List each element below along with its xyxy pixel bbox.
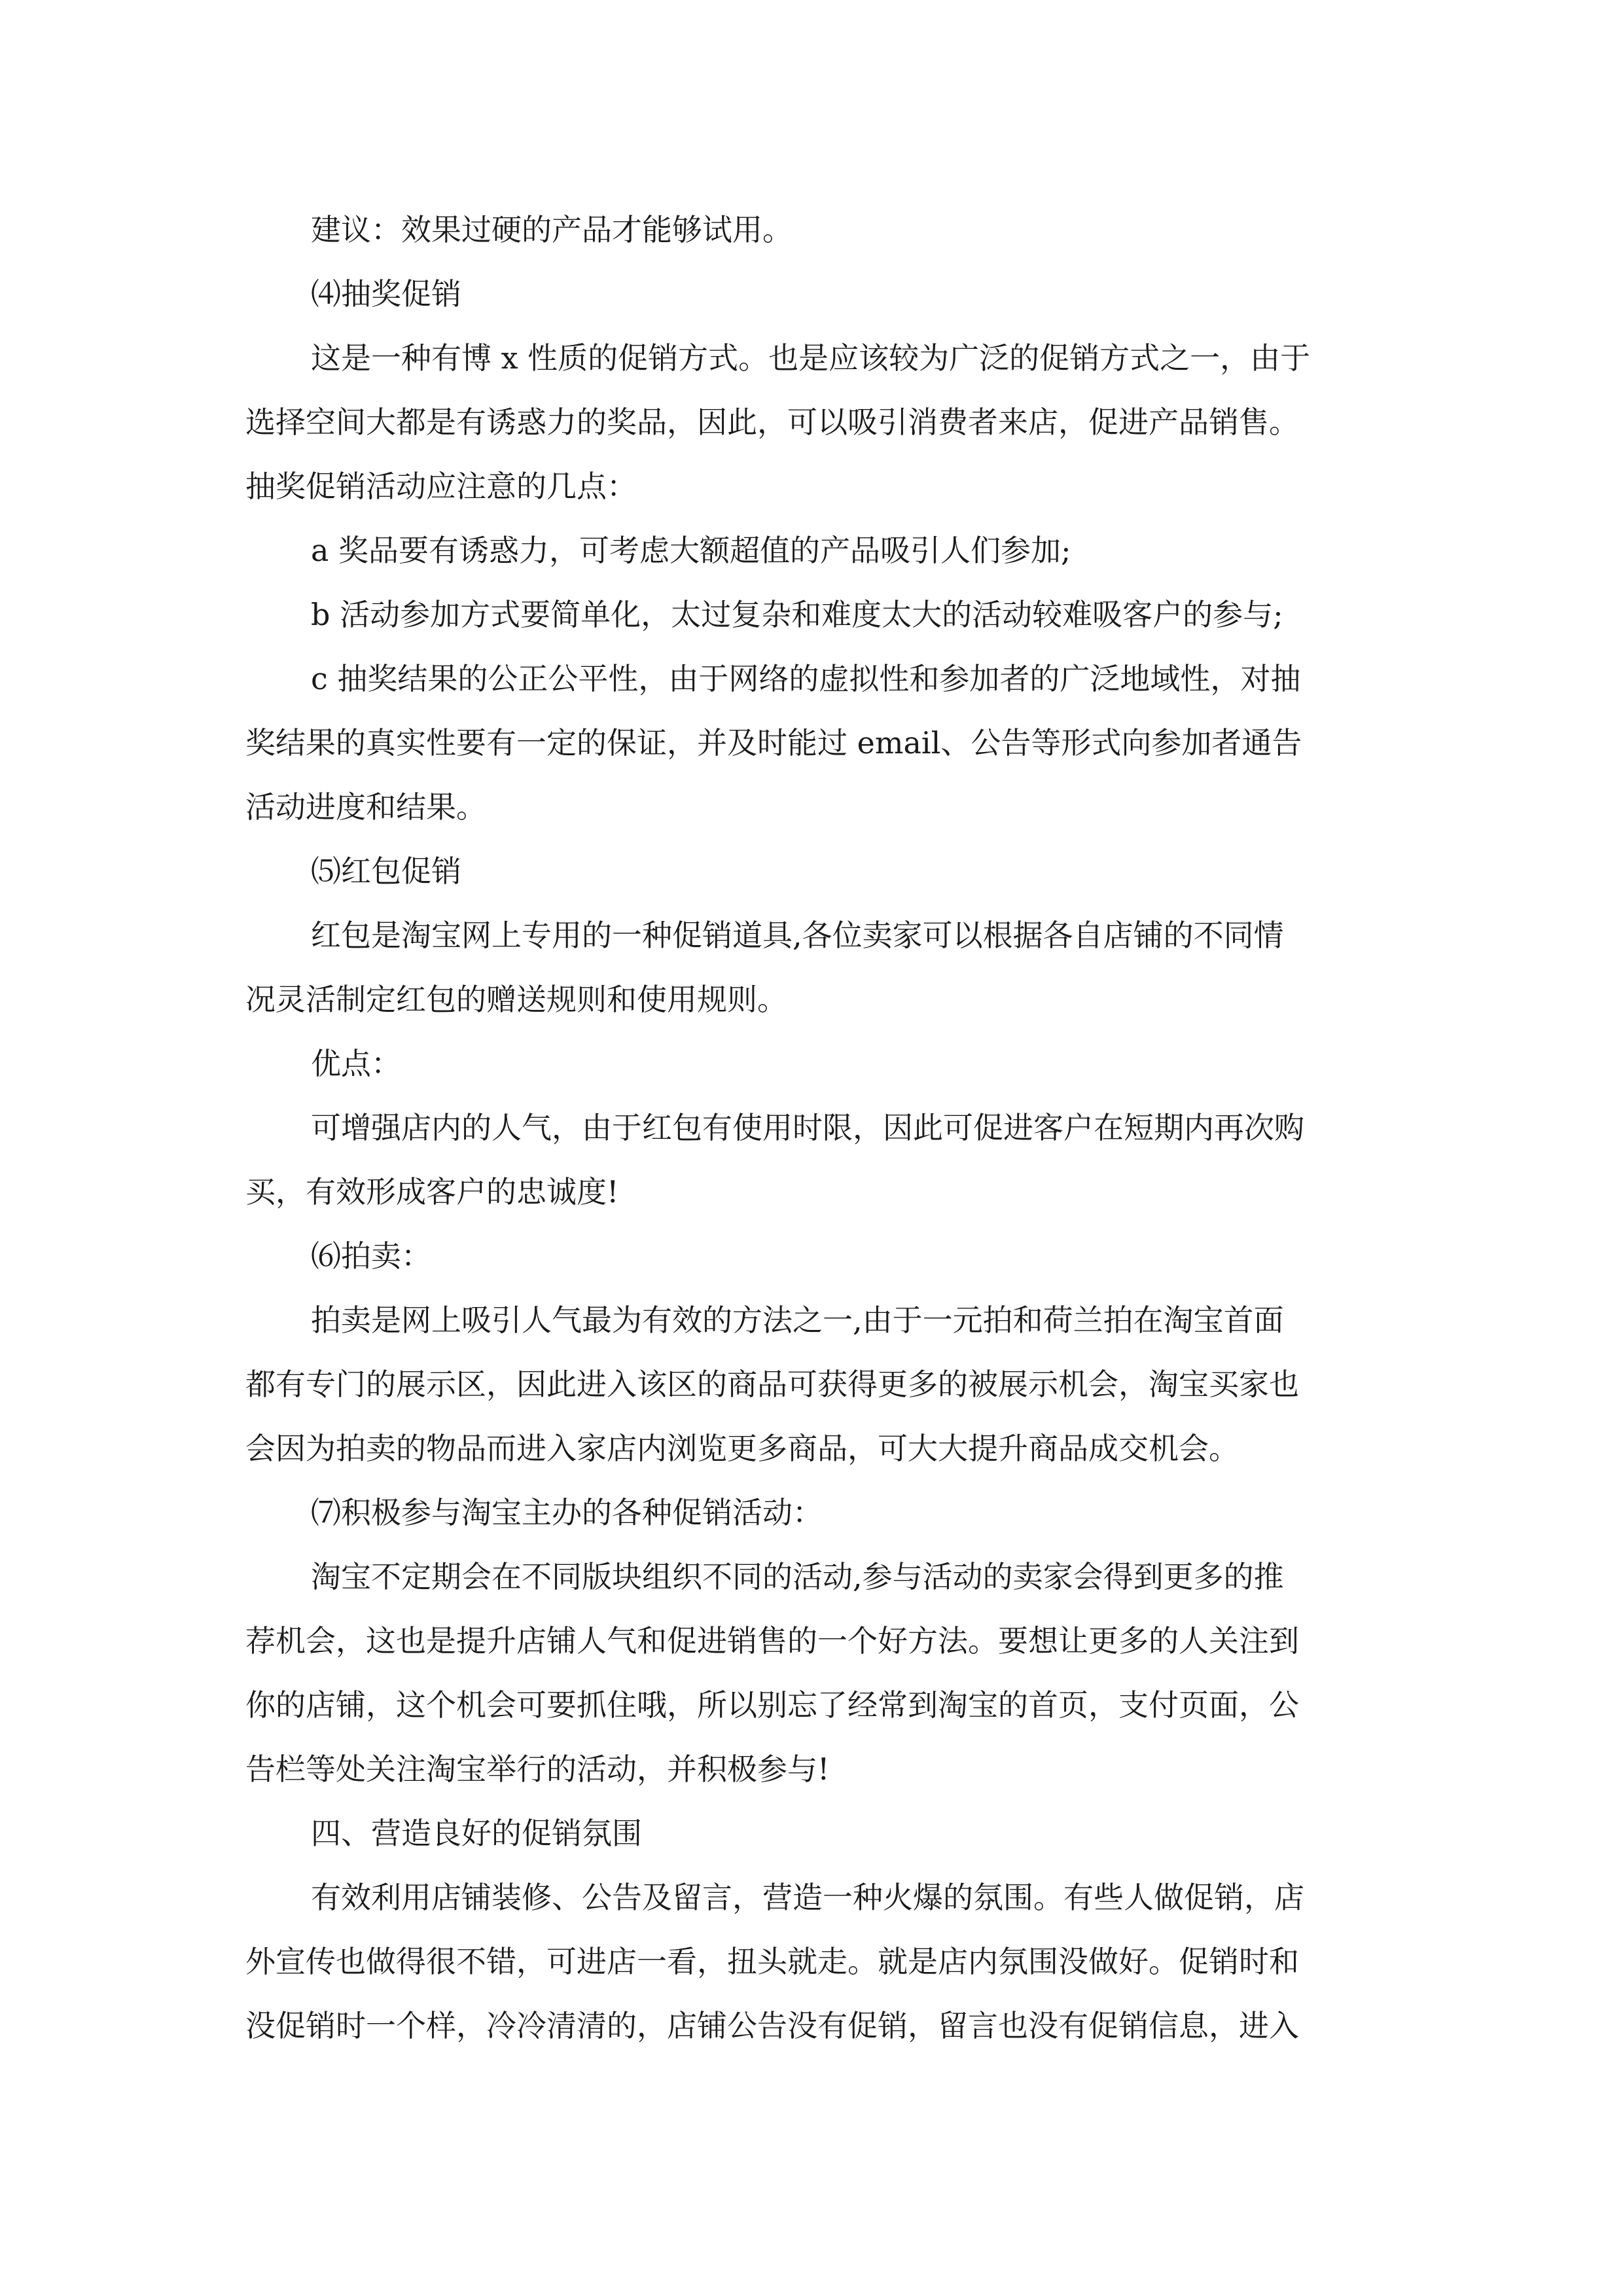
- text-line: 告栏等处关注淘宝举行的活动，并积极参与!: [245, 1751, 830, 1787]
- text-line: 抽奖促销活动应注意的几点：: [245, 469, 637, 504]
- chapter-heading: 四、营造良好的促销氛围: [311, 1816, 642, 1851]
- text-line: 这是一种有博 x 性质的促销方式。也是应该较为广泛的促销方式之一，由于: [311, 340, 1311, 376]
- sub-heading: 优点：: [311, 1046, 401, 1081]
- list-item: b 活动参加方式要简单化，太过复杂和难度太大的活动较难吸客户的参与;: [311, 597, 1283, 632]
- text-line: 都有专门的展示区，因此进入该区的商品可获得更多的被展示机会，淘宝买家也: [245, 1367, 1299, 1402]
- section-heading: ⑹拍卖：: [311, 1238, 431, 1274]
- text-line: 荐机会，这也是提升店铺人气和促进销售的一个好方法。要想让更多的人关注到: [245, 1623, 1299, 1659]
- text-line: 会因为拍卖的物品而进入家店内浏览更多商品，可大大提升商品成交机会。: [245, 1431, 1239, 1466]
- text-line: 拍卖是网上吸引人气最为有效的方法之一,由于一元拍和荷兰拍在淘宝首面: [311, 1302, 1284, 1338]
- section-heading: ⑺积极参与淘宝主办的各种促销活动：: [311, 1495, 823, 1530]
- text-line: 况灵活制定红包的赠送规则和使用规则。: [245, 982, 787, 1017]
- section-heading: ⑷抽奖促销: [311, 276, 461, 312]
- text-line: 建议：效果过硬的产品才能够试用。: [311, 212, 793, 247]
- text-line: 奖结果的真实性要有一定的保证，并及时能过 email、公告等形式向参加者通告: [245, 725, 1302, 761]
- text-line: 没促销时一个样，冷冷清清的，店铺公告没有促销，留言也没有促销信息，进入: [245, 2008, 1299, 2043]
- list-item: a 奖品要有诱惑力，可考虑大额超值的产品吸引人们参加;: [311, 533, 1071, 568]
- text-line: 买，有效形成客户的忠诚度!: [245, 1174, 619, 1210]
- text-line: 可增强店内的人气，由于红包有使用时限，因此可促进客户在短期内再次购: [311, 1110, 1304, 1145]
- text-line: 淘宝不定期会在不同版块组织不同的活动,参与活动的卖家会得到更多的推: [311, 1559, 1284, 1594]
- text-line: 外宣传也做得很不错，可进店一看，扭头就走。就是店内氛围没做好。促销时和: [245, 1944, 1299, 1979]
- list-item: c 抽奖结果的公正公平性，由于网络的虚拟性和参加者的广泛地域性，对抽: [311, 661, 1301, 696]
- text-line: 活动进度和结果。: [245, 789, 486, 825]
- text-line: 有效利用店铺装修、公告及留言，营造一种火爆的氛围。有些人做促销，店: [311, 1880, 1304, 1915]
- text-line: 你的店铺，这个机会可要抓住哦，所以别忘了经常到淘宝的首页，支付页面，公: [245, 1687, 1299, 1723]
- section-heading: ⑸红包促销: [311, 853, 461, 889]
- text-line: 红包是淘宝网上专用的一种促销道具,各位卖家可以根据各自店铺的不同情: [311, 918, 1284, 953]
- text-line: 选择空间大都是有诱惑力的奖品，因此，可以吸引消费者来店，促进产品销售。: [245, 404, 1299, 440]
- document-body: [245, 198, 1384, 2058]
